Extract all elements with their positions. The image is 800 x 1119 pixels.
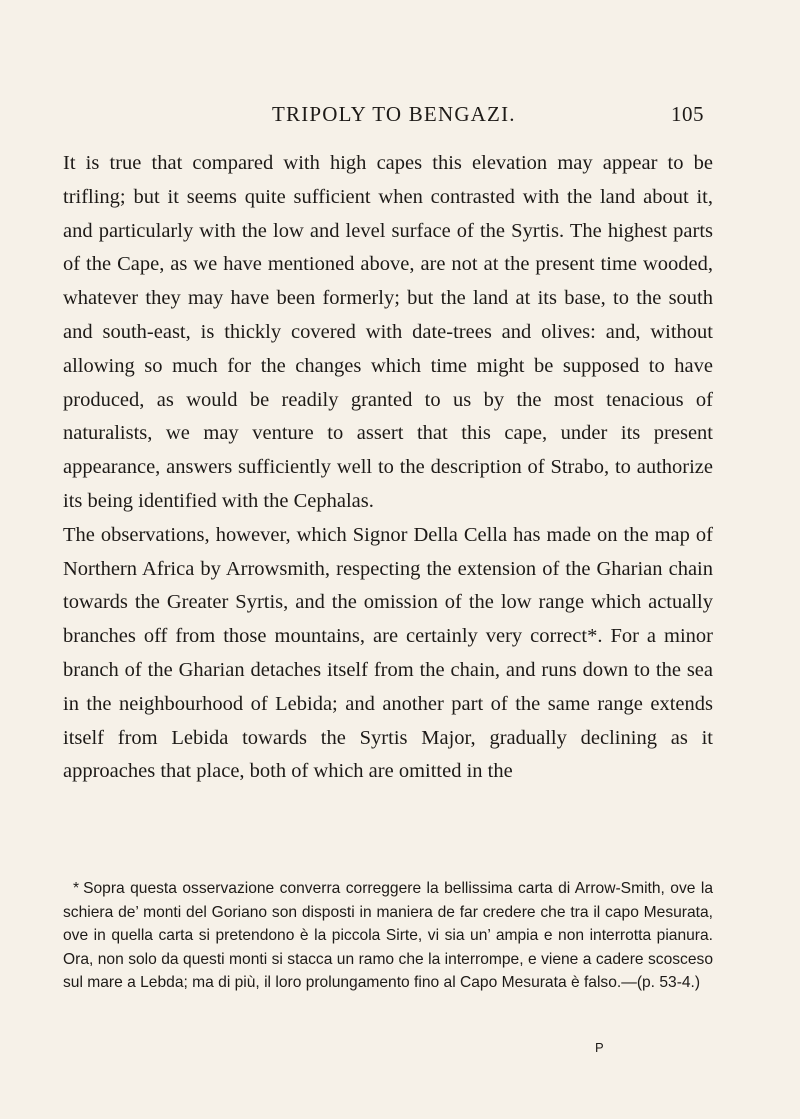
signature-mark: P <box>595 1040 604 1055</box>
body-text <box>63 147 713 789</box>
paragraph: The observations, however, which Signor Della Cella has made on the map of Northern Africa by Arrowsmith, respecting the extension of the Gharian chain towards the Greater Syrtis, and the omission of the low range which actually branches off from those mountains, are certainly very correct*. For a minor branch of the Gharian detaches itself from the chain, and runs down to the sea in the neighbourhood of Lebida; and another part of the same range extends itself from Lebida towards the Syrtis Major, gradually declining as it approaches that place, both of which are omitted in the <box>63 523 713 783</box>
paragraph: It is true that compared with high capes this elevation may appear to be trifling; but it seems quite sufficient when contrasted with the land about it, and particularly with the low and level surface of the Syrtis. The highest parts of the Cape, as we have mentioned above, are not at the present time wooded, whatever they may have been formerly; but the land at its base, to the south and south-east, is thickly covered with date-trees and olives: and, without allowing so much for the changes which time might be supposed to have produced, as would be readily granted to us by the most tenacious of naturalists, we may venture to assert that this cape, under its present appearance, answers sufficiently well to the description of Strabo, to authorize its being identified with the Cephalas. <box>63 152 713 512</box>
running-head <box>112 102 704 132</box>
running-title: TRIPOLY TO BENGAZI. <box>272 102 516 126</box>
footnote-marker: * <box>73 880 80 897</box>
page-number: 105 <box>671 102 704 126</box>
footnote-paragraph <box>63 877 713 995</box>
footnote <box>63 877 713 995</box>
footnote-text: Sopra questa osservazione converra correggere la bellissima carta di Arrow-Smith, ove la schiera de’ monti del Goriano son disposti in maniera de far credere che tra il capo Mesurata, ove in quella carta si pretendono è la piccola Sirte, vi sia un’ ampia e non interrotta pianura. Ora, non solo da questi monti si stacca un ramo che la interrompe, e viene a cadere scosceso sul mare a Lebda; ma di più, il loro prolungamento fino al Capo Mesurata è falso.—(p. 53-4.) <box>63 880 713 992</box>
